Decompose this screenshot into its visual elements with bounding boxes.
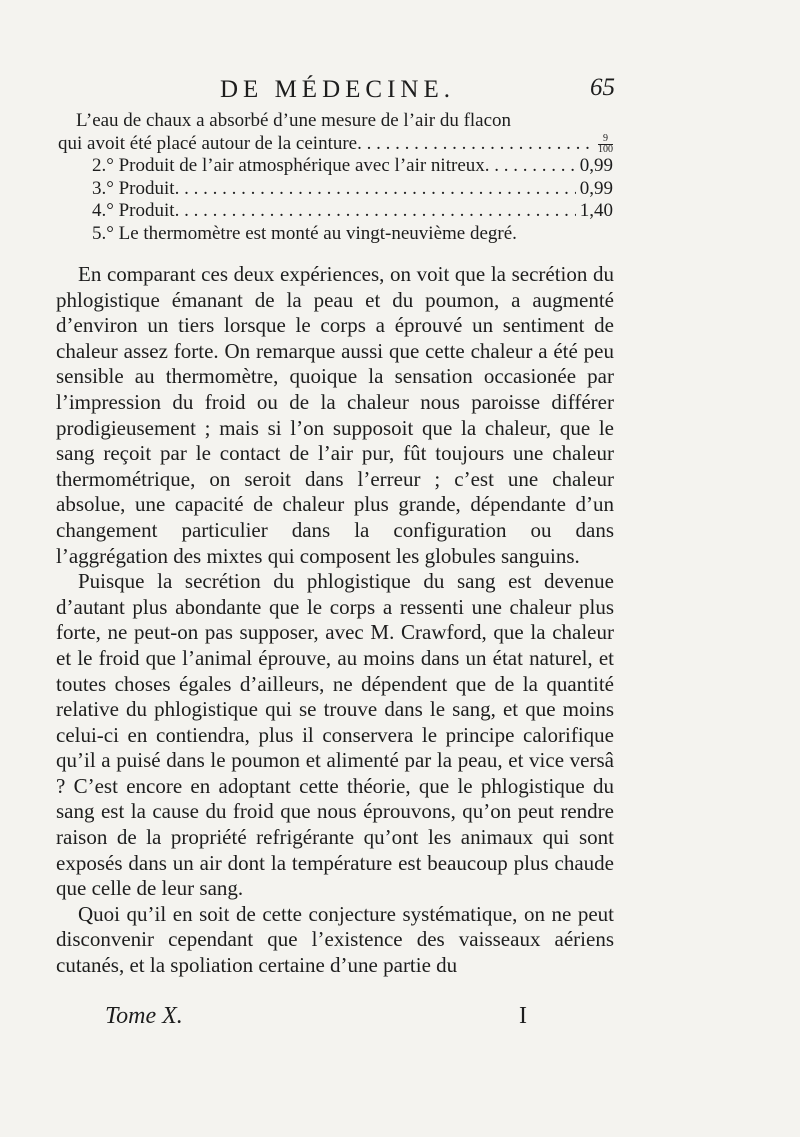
measurement-table: [58, 110, 613, 245]
paragraph: En comparant ces deux expériences, on voit que la secrétion du phlogistique émanant de la peau et du poumon, a augmenté d’environ un tiers lorsque le corps a éprouvé un sentiment de chaleur assez forte. On remarque aussi que cette chaleur a été peu sensible au thermomètre, quoique la sensation occasionée par l’impression du froid ou de la chaleur nous paroisse différer prodigieusement ; mais si l’on supposoit que la chaleur, que le sang reçoit par le contact de l’air pur, fût toujours une chaleur thermométrique, on seroit dans l’erreur ; c’est une chaleur absolue, une capacité de chaleur plus grande, dépendante d’un changement particulier dans la configuration ou dans l’aggrégation des mixtes qui composent les globules sanguins.: [56, 262, 614, 568]
row-label: 3.° Produit: [92, 177, 175, 199]
row-label: L’eau de chaux a absorbé d’une mesure de l’air du flacon: [76, 110, 512, 131]
fraction-numerator: 9: [598, 134, 613, 145]
row-label: 2.° Produit de l’air atmosphérique avec l’air nitreux: [92, 155, 485, 176]
row-value: [594, 133, 613, 156]
paragraph: Puisque la secrétion du phlogistique du sang est devenue d’autant plus abondante que le corps a ressenti une chaleur plus forte, ne peut-on pas supposer, avec M. Crawford, que la chaleur et le froid que l’animal éprouve, au moins dans un état naturel, et toutes choses égales d’ailleurs, ne dépendent que de la quantité relative du phlogistique qui se trouve dans le sang, et que moins celui-ci en contiendra, plus il conservera le principe calorifique qu’il a puisé dans le poumon et alimenté par la peau, et vice versâ ? C’est encore en adoptant cette théorie, que le phlogistique du sang est la cause du froid que nous éprouvons, qu’on peut rendre raison de la propriété refrigérante qu’ont les animaux qui sont exposés dans un air dont la température est beaucoup plus chaude que celle de leur sang.: [56, 569, 614, 901]
row-value: 1,40: [579, 200, 613, 221]
dot-leader: [357, 133, 594, 156]
volume-signature: Tome X.: [105, 1003, 183, 1029]
table-row: [58, 133, 613, 156]
row-label: qui avoit été placé autour de la ceinture: [58, 132, 358, 154]
table-row: [58, 110, 613, 133]
fraction-denominator: 100: [598, 143, 613, 155]
page-footer: [60, 1003, 615, 1033]
dot-leader: [175, 200, 576, 223]
table-row: [58, 178, 613, 201]
row-label: 4.° Produit: [92, 200, 175, 221]
dot-leader: [485, 155, 576, 178]
paragraph: Quoi qu’il en soit de cette conjecture systématique, on ne peut disconvenir cependant que l’existence des vaisseaux aériens cutanés, et la spoliation certaine d’une partie du: [56, 901, 614, 978]
page-number: 65: [590, 74, 615, 101]
row-label: 5.° Le thermomètre est monté au vingt-neuvième degré.: [92, 222, 517, 244]
body-text: [56, 262, 614, 979]
table-row: [58, 223, 613, 246]
page-header: [60, 76, 615, 110]
table-row: [58, 155, 613, 178]
running-title: DE MÉDECINE.: [220, 76, 455, 103]
row-value: 0,99: [579, 155, 613, 176]
fraction: [598, 134, 613, 155]
table-row: [58, 200, 613, 223]
dot-leader: [175, 178, 576, 201]
gathering-signature: I: [519, 1003, 527, 1029]
row-value: 0,99: [579, 177, 613, 199]
